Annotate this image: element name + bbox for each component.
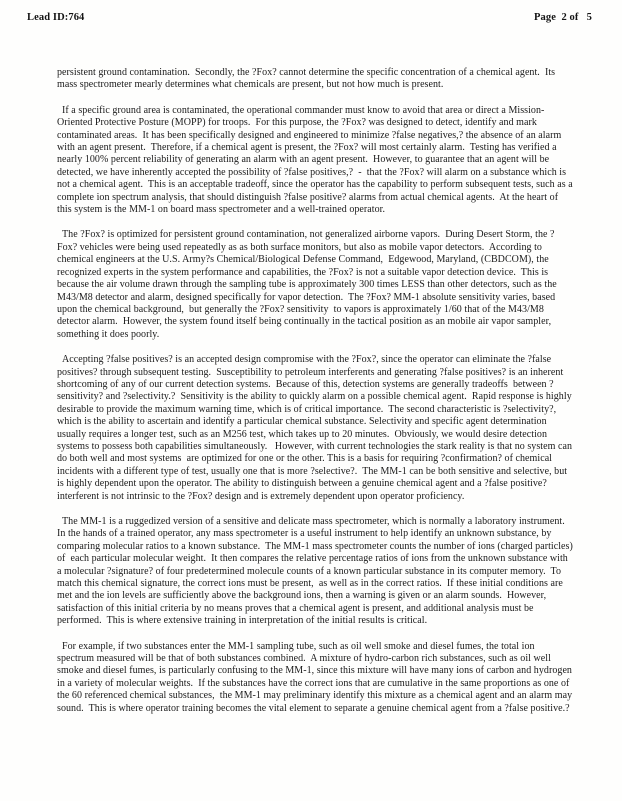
lead-id-label: Lead ID:764 (27, 12, 85, 23)
page-number-label: Page 2 of 5 (534, 12, 592, 23)
page-header (0, 0, 622, 23)
paragraph-mm1: The MM-1 is a ruggedized version of a sensitive and delicate mass spectrometer, which is normally a laboratory instrument. In the hands of a trained operator, any mass spectrometer is a useful instrument to help identify an unknown substance, by comparing molecular ratios to a known substance. The MM-1 mass spectrometer counts the number of ions (charged particles) of each particular molecular weight. It then compares the relative percentage ratios of ions from the unknown substance with a molecular ?signature? of four predetermined molecule counts of a known particular substance in its computer memory. To match this chemical signature, the correct ions must be present, as well as in the correct ratios. If these initial conditions are met and the ion levels are sufficiently above the background ions, then a warning is given or an alarm sounds. However, satisfaction of this initial criteria by no means proves that a chemical agent is present, and additional analysis must be performed. This is where extensive training in interpretation of the initial results is critical. (57, 516, 576, 627)
paragraph-fox-optimized: The ?Fox? is optimized for persistent ground contamination, not generalized airborne vapors. During Desert Storm, the ?Fox? vehicles were being used repeatedly as as both surface monitors, but also as mobile vapor detectors. According to chemical engineers at the U.S. Army?s Chemical/Biological Defense Command, Edgewood, Maryland, (CBDCOM), the recognized experts in the system performance and capabilities, the ?Fox? is not a suitable vapor detection device. This is because the air volume drawn through the sampling tube is approximately 300 times LESS than other detectors, such as the M43/M8 detector and alarm, designed specifically for vapor detection. The ?Fox? MM-1 absolute sensitivity varies, based upon the chemical background, but generally the ?Fox? sensitivity to vapors is approximately 1/60 that of the M43/M8 detector alarm. However, the system found itself being continually in the tactical position as an mobile air vapor sampler, something it does poorly. (57, 229, 560, 340)
paragraph-mopp: If a specific ground area is contaminated, the operational commander must know to avoid that area or direct a Mission-Oriented Protective Posture (MOPP) for troops. For this purpose, the ?Fox? was designed to detect, identify and mark contaminated areas. It has been specifically designed and engineered to minimize ?false negatives,? the absence of an alarm with an agent present. Therefore, if a chemical agent is present, the ?Fox? will most certainly alarm. Testing has verified a nearly 100% percent reliability of generating an alarm with an agent present. However, to guarantee that an agent will be detected, we have inherently accepted the possibility of ?false positives,? - that the ?Fox? will alarm on a substance which is not a chemical agent. This is an acceptable tradeoff, since the operator has the capability to perform subsequent tests, such as a complete ion spectrum analysis, that should distinguish ?false positive? alarms from actual chemical agents. At the heart of this system is the MM-1 on board mass spectrometer and a well-trained operator. (57, 104, 576, 216)
paragraph-false-positives: Accepting ?false positives? is an accepted design compromise with the ?Fox?, since the operator can eliminate the ?false positives? through subsequent testing. Susceptibility to petroleum interferents and generating ?false positives? is an inherent shortcoming of any of our current detection systems. Because of this, detection systems are generally tradeoffs between ?sensitivity? and ?selectivity.? Sensitivity is the ability to quickly alarm on a possible chemical agent. Rapid response is highly desirable to provide the maximum warning time, which is of critical importance. The second characteristic is ?selectivity?, which is the ability to ascertain and identify a particular chemical substance. Selectivity and specific agent determination usually requires a longer test, such as an M256 test, which takes up to 20 minutes. Obviously, we would desire detection systems to possess both capabilities simultaneously. However, with current technologies the stark reality is that no system can do both well and most systems are optimized for one or the other. This is a basis for requiring ?confirmation? of chemical incidents with a different type of test, usually one that is more ?selective?. The MM-1 can be both sensitive and selective, but is highly dependent upon the operator. The ability to distinguish between a genuine chemical agent and a ?false positive? interferent is not intrinsic to the ?Fox? design and is extremely dependent upon operator proficiency. (57, 354, 575, 502)
paragraph-continuation: persistent ground contamination. Secondly, the ?Fox? cannot determine the specific concentration of a chemical agent. Its mass spectrometer mearly determines what chemicals are present, but not how much is present. (57, 67, 558, 91)
paragraph-example: For example, if two substances enter the MM-1 sampling tube, such as oil well smoke and diesel fumes, the total ion spectrum measured will be that of both substances combined. A mixture of hydro-carbon rich substances, such as oil well smoke and diesel fumes, is particularly confusing to the MM-1, since this mixture will have many ions of carbon and hydrogen in a variety of molecular weights. If the substances have the correct ions that are cumulative in the same proportions as one of the 60 referenced chemical substances, the MM-1 may preliminary identify this mixture as a chemical agent and an alarm may sound. This is where operator training becomes the vital element to separate a genuine chemical agent from a ?false positive.? (57, 640, 575, 714)
document-body (57, 67, 576, 715)
